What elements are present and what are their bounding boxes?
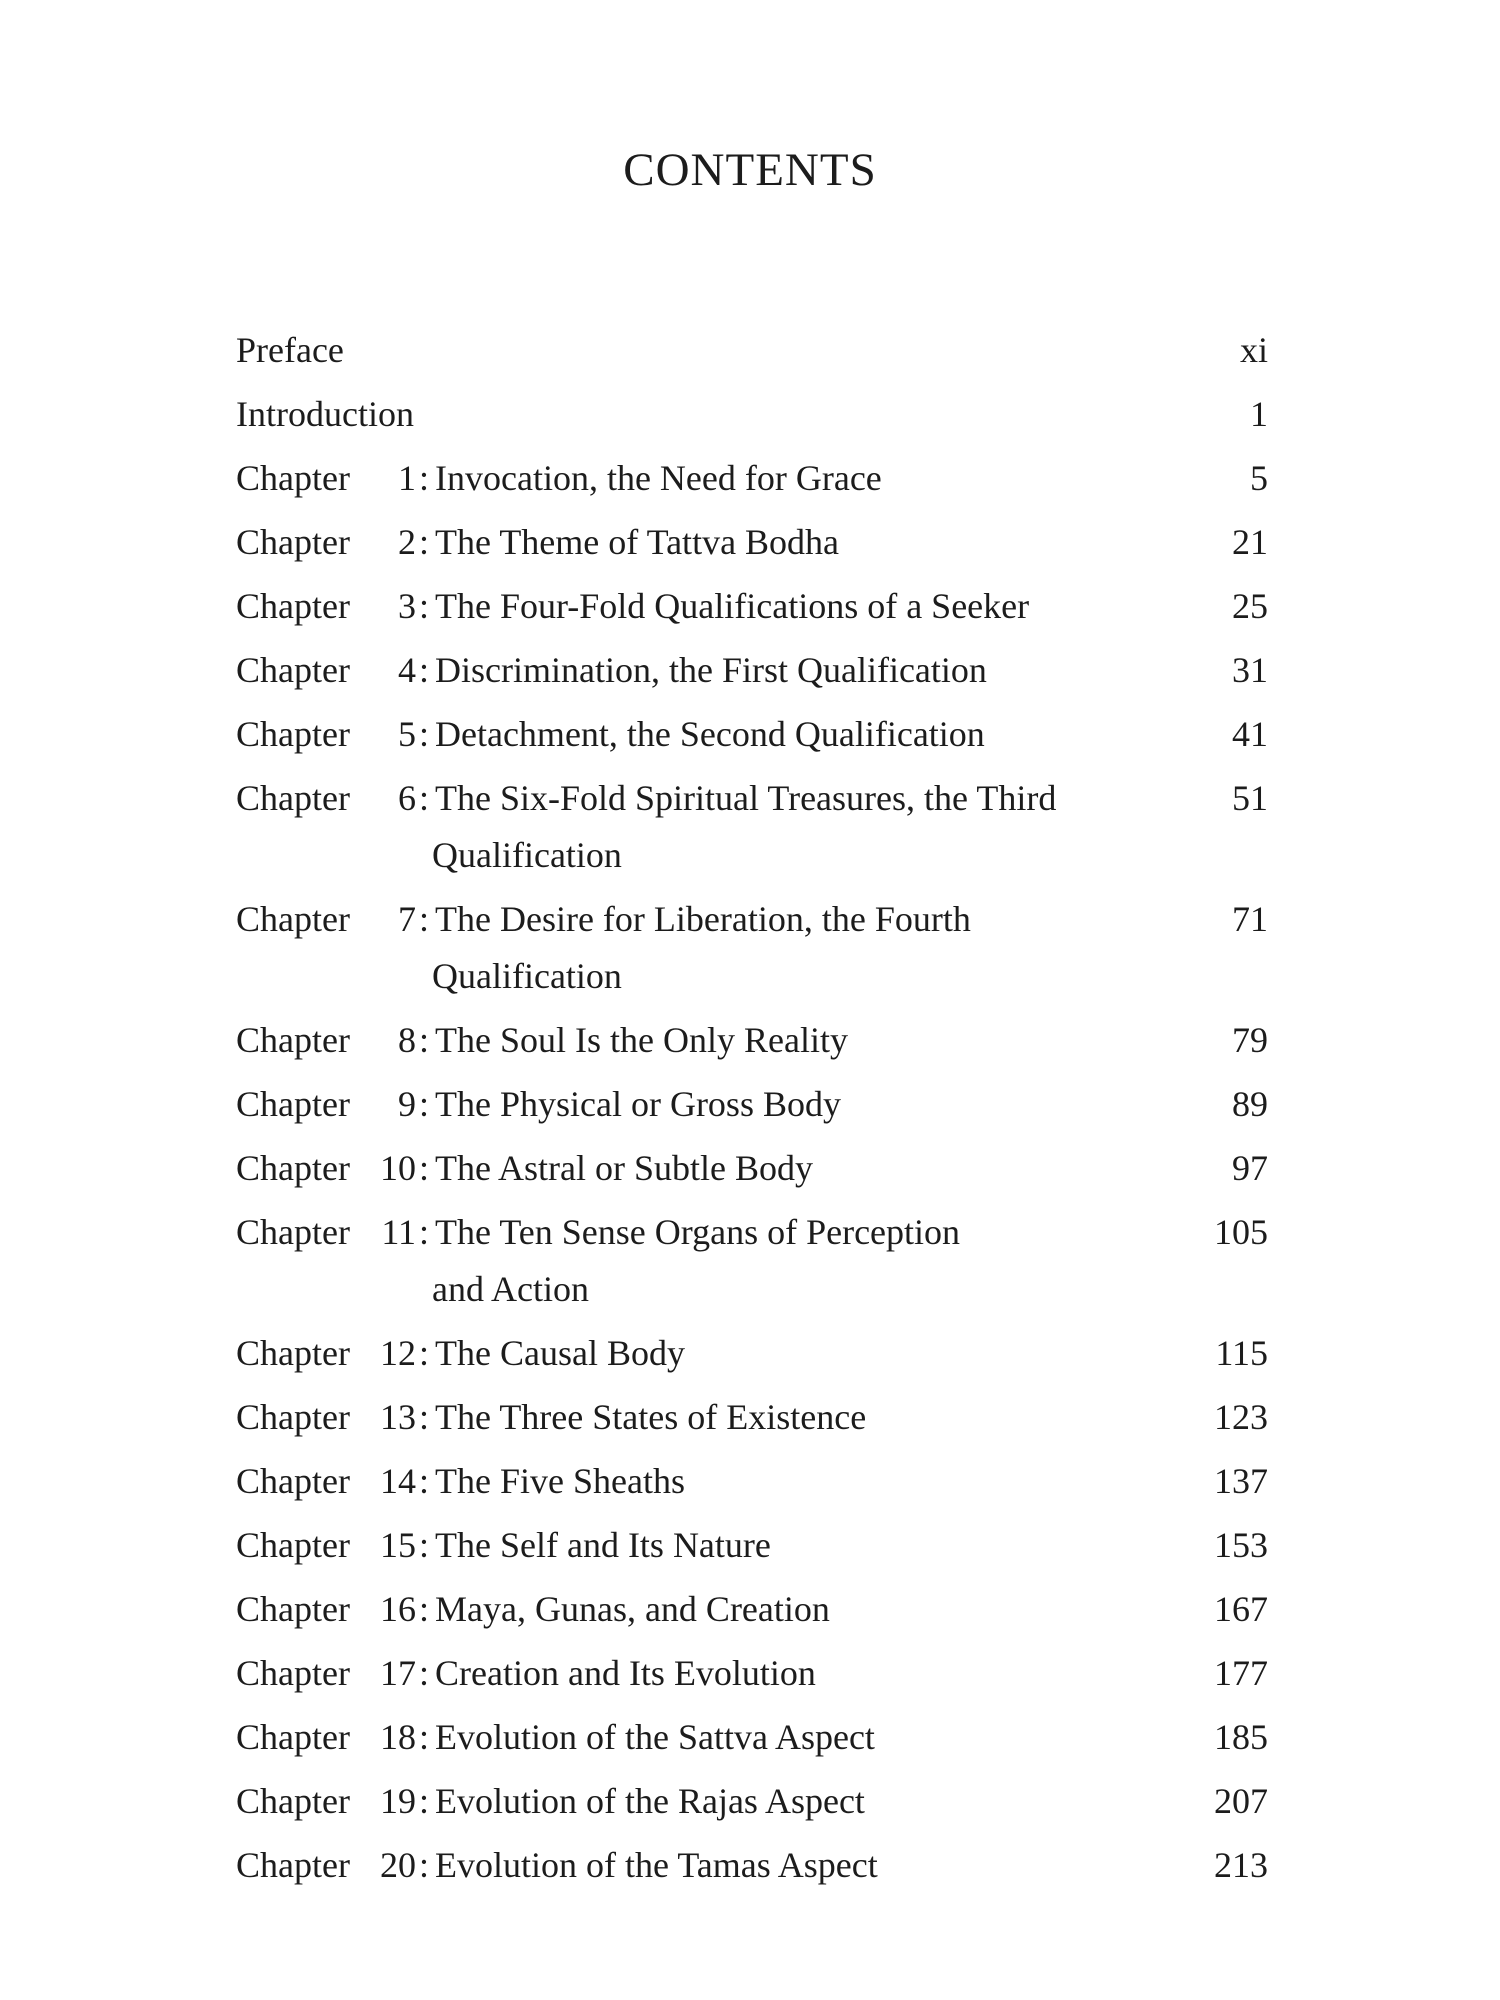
entry-page-number: 207 — [1214, 1781, 1268, 1821]
chapter-colon: : — [419, 1148, 430, 1188]
chapter-colon: : — [419, 1020, 430, 1060]
toc-entry-chapter[interactable] — [0, 1517, 1500, 1581]
chapter-title: The Causal Body — [435, 1333, 685, 1373]
chapter-title: Evolution of the Rajas Aspect — [435, 1781, 865, 1821]
chapter-label: Chapter — [236, 1084, 350, 1124]
toc-entry-chapter[interactable] — [0, 1581, 1500, 1645]
chapter-number: 14 — [380, 1461, 416, 1501]
entry-page-number: 25 — [1232, 586, 1268, 626]
toc-entry-chapter[interactable] — [0, 1709, 1500, 1773]
chapter-number: 18 — [380, 1717, 416, 1757]
chapter-title-continued: Qualification — [432, 835, 622, 875]
toc-entry-chapter[interactable] — [0, 578, 1500, 642]
page-title: CONTENTS — [623, 144, 877, 196]
entry-page-number: 51 — [1232, 778, 1268, 818]
chapter-title: Discrimination, the First Qualification — [435, 650, 987, 690]
toc-entry-chapter[interactable] — [0, 1837, 1500, 1901]
chapter-title: The Desire for Liberation, the Fourth — [435, 899, 971, 939]
chapter-number: 12 — [380, 1333, 416, 1373]
chapter-colon: : — [419, 778, 430, 818]
entry-page-number: xi — [1239, 330, 1268, 370]
chapter-title: The Ten Sense Organs of Perception — [435, 1212, 961, 1252]
toc-entry-chapter[interactable] — [0, 1453, 1500, 1517]
chapter-label: Chapter — [236, 1461, 350, 1501]
chapter-title-continued: Qualification — [432, 956, 622, 996]
chapter-colon: : — [419, 1461, 430, 1501]
chapter-label: Chapter — [236, 1717, 350, 1757]
chapter-label: Chapter — [236, 1333, 350, 1373]
chapter-number: 9 — [398, 1084, 416, 1124]
chapter-number: 7 — [398, 899, 416, 939]
entry-page-number: 137 — [1214, 1461, 1268, 1501]
chapter-title: The Six-Fold Spiritual Treasures, the Third — [435, 778, 1057, 818]
chapter-label: Chapter — [236, 1397, 350, 1437]
chapter-number: 8 — [398, 1020, 416, 1060]
chapter-number: 11 — [381, 1212, 416, 1252]
chapter-label: Chapter — [236, 522, 350, 562]
entry-page-number: 177 — [1214, 1653, 1268, 1693]
chapter-title: The Soul Is the Only Reality — [435, 1020, 848, 1060]
chapter-title: The Four-Fold Qualifications of a Seeker — [435, 586, 1030, 626]
toc-entry-chapter[interactable] — [0, 706, 1500, 770]
chapter-colon: : — [419, 1397, 430, 1437]
chapter-number: 17 — [380, 1653, 416, 1693]
toc-entry-chapter[interactable] — [0, 1204, 1500, 1325]
chapter-number: 6 — [398, 778, 416, 818]
chapter-title: Evolution of the Tamas Aspect — [435, 1845, 878, 1885]
entry-page-number: 123 — [1214, 1397, 1268, 1437]
chapter-title: Evolution of the Sattva Aspect — [435, 1717, 875, 1757]
chapter-label: Chapter — [236, 778, 350, 818]
chapter-label: Chapter — [236, 1845, 350, 1885]
entry-page-number: 213 — [1214, 1845, 1268, 1885]
toc-entry-chapter[interactable] — [0, 1773, 1500, 1837]
chapter-label: Chapter — [236, 1653, 350, 1693]
chapter-colon: : — [419, 522, 430, 562]
entry-page-number: 41 — [1232, 714, 1268, 754]
entry-page-number: 71 — [1232, 899, 1268, 939]
toc-entry-chapter[interactable] — [0, 1012, 1500, 1076]
toc-entry-chapter[interactable] — [0, 1140, 1500, 1204]
entry-page-number: 89 — [1232, 1084, 1268, 1124]
chapter-number: 13 — [380, 1397, 416, 1437]
chapter-title: The Physical or Gross Body — [435, 1084, 841, 1124]
toc-entry-chapter[interactable] — [0, 1076, 1500, 1140]
chapter-number: 1 — [398, 458, 416, 498]
entry-page-number: 115 — [1215, 1333, 1268, 1373]
chapter-number: 4 — [398, 650, 416, 690]
entry-page-number: 167 — [1214, 1589, 1268, 1629]
chapter-colon: : — [419, 1084, 430, 1124]
entry-page-number: 185 — [1214, 1717, 1268, 1757]
table-of-contents — [0, 322, 1500, 1901]
toc-entry-chapter[interactable] — [0, 450, 1500, 514]
toc-entry-introduction[interactable] — [0, 386, 1500, 450]
entry-page-number: 153 — [1214, 1525, 1268, 1565]
chapter-title: The Theme of Tattva Bodha — [435, 522, 840, 562]
toc-entry-chapter[interactable] — [0, 1645, 1500, 1709]
chapter-list — [0, 450, 1500, 1901]
chapter-colon: : — [419, 1333, 430, 1373]
chapter-colon: : — [419, 714, 430, 754]
toc-entry-chapter[interactable] — [0, 642, 1500, 706]
entry-title: Introduction — [236, 394, 414, 434]
chapter-label: Chapter — [236, 1212, 350, 1252]
toc-entry-chapter[interactable] — [0, 770, 1500, 891]
chapter-label: Chapter — [236, 586, 350, 626]
toc-entry-chapter[interactable] — [0, 514, 1500, 578]
chapter-colon: : — [419, 1525, 430, 1565]
chapter-title: The Astral or Subtle Body — [435, 1148, 813, 1188]
chapter-label: Chapter — [236, 650, 350, 690]
chapter-colon: : — [419, 1717, 430, 1757]
chapter-title: The Three States of Existence — [435, 1397, 867, 1437]
entry-page-number: 21 — [1232, 522, 1268, 562]
chapter-title: The Five Sheaths — [435, 1461, 685, 1501]
entry-page-number: 1 — [1250, 394, 1268, 434]
chapter-label: Chapter — [236, 714, 350, 754]
chapter-number: 3 — [398, 586, 416, 626]
chapter-colon: : — [419, 1845, 430, 1885]
chapter-colon: : — [419, 1212, 430, 1252]
chapter-colon: : — [419, 1781, 430, 1821]
chapter-colon: : — [419, 1589, 430, 1629]
chapter-label: Chapter — [236, 458, 350, 498]
toc-entry-chapter[interactable] — [0, 1389, 1500, 1453]
chapter-title: Detachment, the Second Qualification — [435, 714, 985, 754]
chapter-title-continued: and Action — [432, 1269, 589, 1309]
toc-entry-chapter[interactable] — [0, 891, 1500, 1012]
chapter-label: Chapter — [236, 899, 350, 939]
chapter-title: Maya, Gunas, and Creation — [435, 1589, 830, 1629]
chapter-number: 2 — [398, 522, 416, 562]
chapter-title: Invocation, the Need for Grace — [435, 458, 882, 498]
chapter-label: Chapter — [236, 1525, 350, 1565]
chapter-number: 10 — [380, 1148, 416, 1188]
chapter-number: 5 — [398, 714, 416, 754]
chapter-label: Chapter — [236, 1020, 350, 1060]
chapter-number: 16 — [380, 1589, 416, 1629]
chapter-colon: : — [419, 586, 430, 626]
toc-entry-chapter[interactable] — [0, 1325, 1500, 1389]
toc-entry-preface[interactable] — [0, 322, 1500, 386]
chapter-label: Chapter — [236, 1148, 350, 1188]
entry-page-number: 105 — [1214, 1212, 1268, 1252]
entry-page-number: 79 — [1232, 1020, 1268, 1060]
chapter-colon: : — [419, 899, 430, 939]
chapter-label: Chapter — [236, 1589, 350, 1629]
entry-page-number: 5 — [1250, 458, 1268, 498]
chapter-label: Chapter — [236, 1781, 350, 1821]
chapter-number: 15 — [380, 1525, 416, 1565]
chapter-title: Creation and Its Evolution — [435, 1653, 816, 1693]
chapter-number: 20 — [380, 1845, 416, 1885]
chapter-colon: : — [419, 1653, 430, 1693]
entry-title: Preface — [236, 330, 344, 370]
chapter-title: The Self and Its Nature — [435, 1525, 771, 1565]
entry-page-number: 31 — [1232, 650, 1268, 690]
entry-page-number: 97 — [1232, 1148, 1268, 1188]
chapter-number: 19 — [380, 1781, 416, 1821]
chapter-colon: : — [419, 650, 430, 690]
chapter-colon: : — [419, 458, 430, 498]
